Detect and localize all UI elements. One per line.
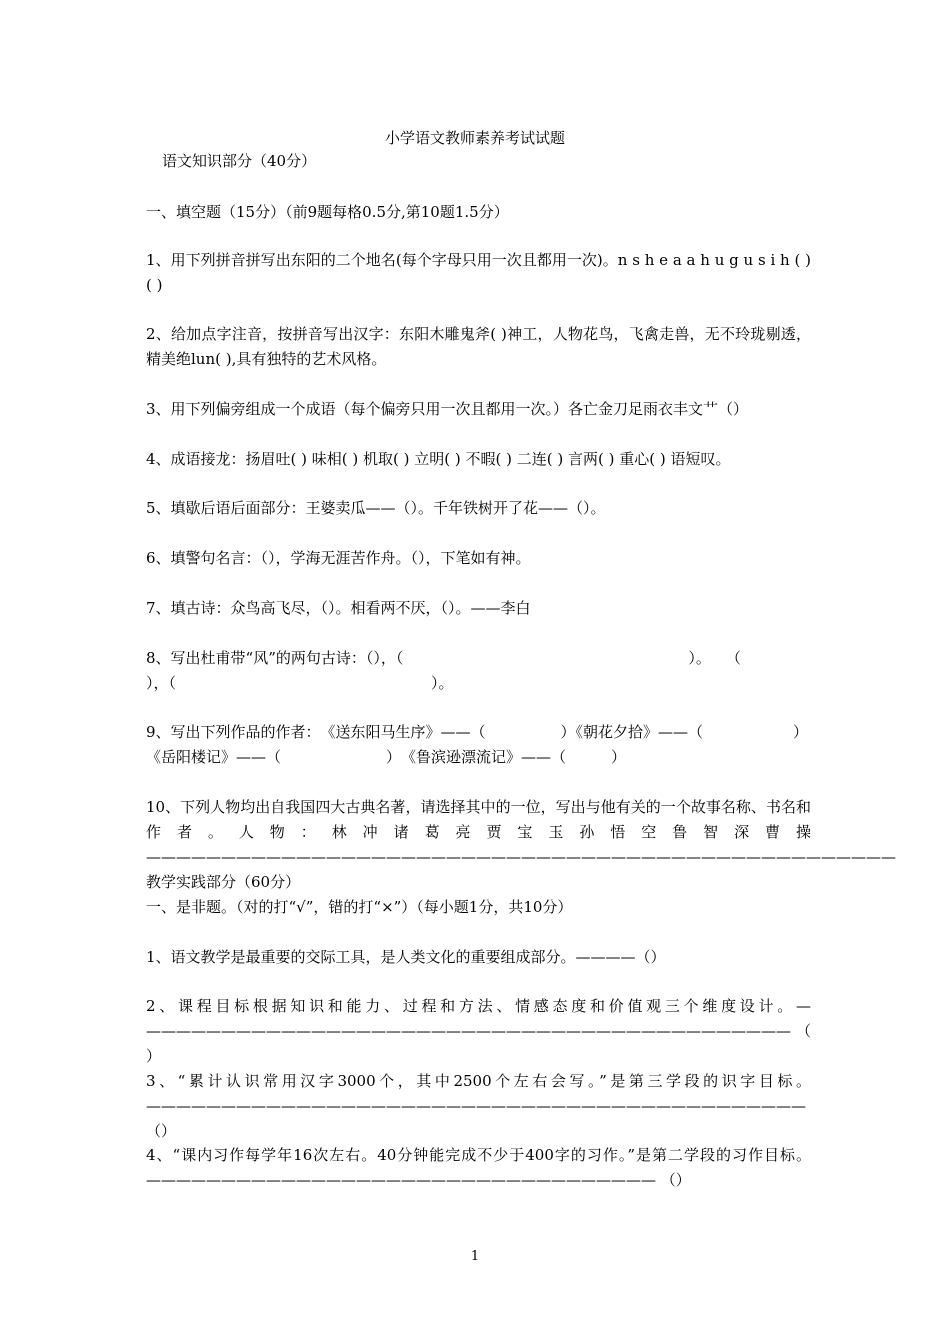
section2-heading: 一、是非题。（对的打“√”，错的打“×”）（每小题1分，共10分）: [146, 898, 573, 916]
part1-heading: 语文知识部分（40分）: [162, 152, 317, 170]
true-false-4: 4、“课内习作每学年16次左右。40分钟能完成不少于400字的习作。”是第二学段的习作目标。—————————————————————————————————— （）: [146, 1146, 811, 1189]
question-4: 4、成语接龙：扬眉吐( ) 味相( ) 机取( ) 立明( ) 不暇( ) 二连( ) 言两( ) 重心( ) 语短叹。: [146, 450, 731, 468]
question-6: 6、填警句名言：（），学海无涯苦作舟。（），下笔如有神。: [146, 549, 531, 567]
true-false-1: 1、语文教学是最重要的交际工具，是人类文化的重要组成部分。————（）: [146, 948, 666, 966]
question-3: 3、用下列偏旁组成一个成语（每个偏旁只用一次且都用一次。）各亡金刀足雨衣丰文艹（）: [146, 400, 749, 418]
question-2: 2、给加点字注音，按拼音写出汉字：东阳木雕鬼斧( )神工，人物花鸟，飞禽走兽，无不玲珑剔透，精美绝lun( ),具有独特的艺术风格。: [146, 325, 811, 368]
section1-heading: 一、填空题（15分）（前9题每格0.5分,第10题1.5分）: [146, 203, 509, 221]
question-7: 7、填古诗：众鸟高飞尽，（）。相看两不厌，（）。——李白: [146, 599, 531, 617]
document-title: 小学语文教师素养考试试题: [384, 129, 565, 147]
true-false-3: 3、“累计认识常用汉字3000个，其中2500个左右会写。”是第三学段的识字目标。———————————————————————————————————————————— （）: [146, 1072, 811, 1140]
question-10: 10、下列人物均出自我国四大古典名著，请选择其中的一位，写出与他有关的一个故事名称、书名和作者。人物：林冲诸葛亮贾宝玉孙悟空鲁智深曹操——————————————————————————————————————————————————教学实践部分（60分）: [146, 798, 896, 891]
question-9: [146, 720, 811, 770]
question-5: 5、填歇后语后面部分：王婆卖瓜——（）。千年铁树开了花——（）。: [146, 499, 606, 517]
question-8: [146, 646, 811, 696]
question-9-line2: 《岳阳楼记》——（ ） 《鲁滨逊漂流记》——（ ）: [146, 748, 627, 766]
question-9-line1: 9、写出下列作品的作者： 《送东阳马生序》——（ ）《朝花夕拾》——（ ）: [146, 723, 809, 741]
question-1: 1、用下列拼音拼写出东阳的二个地名(每个字母只用一次且都用一次)。n s h e a a h u g u s i h ( )( ): [146, 251, 811, 294]
page-number: 1: [470, 1249, 480, 1264]
question-8-line2: ），（ ）。: [146, 674, 454, 692]
true-false-2: 2、课程目标根据知识和能力、过程和方法、情感态度和价值观三个维度设计。— ———————————————————————————————————————————（ ）: [146, 997, 842, 1065]
question-8-line1: 8、写出杜甫带“风”的两句古诗：（），（ ）。 （: [146, 649, 741, 667]
